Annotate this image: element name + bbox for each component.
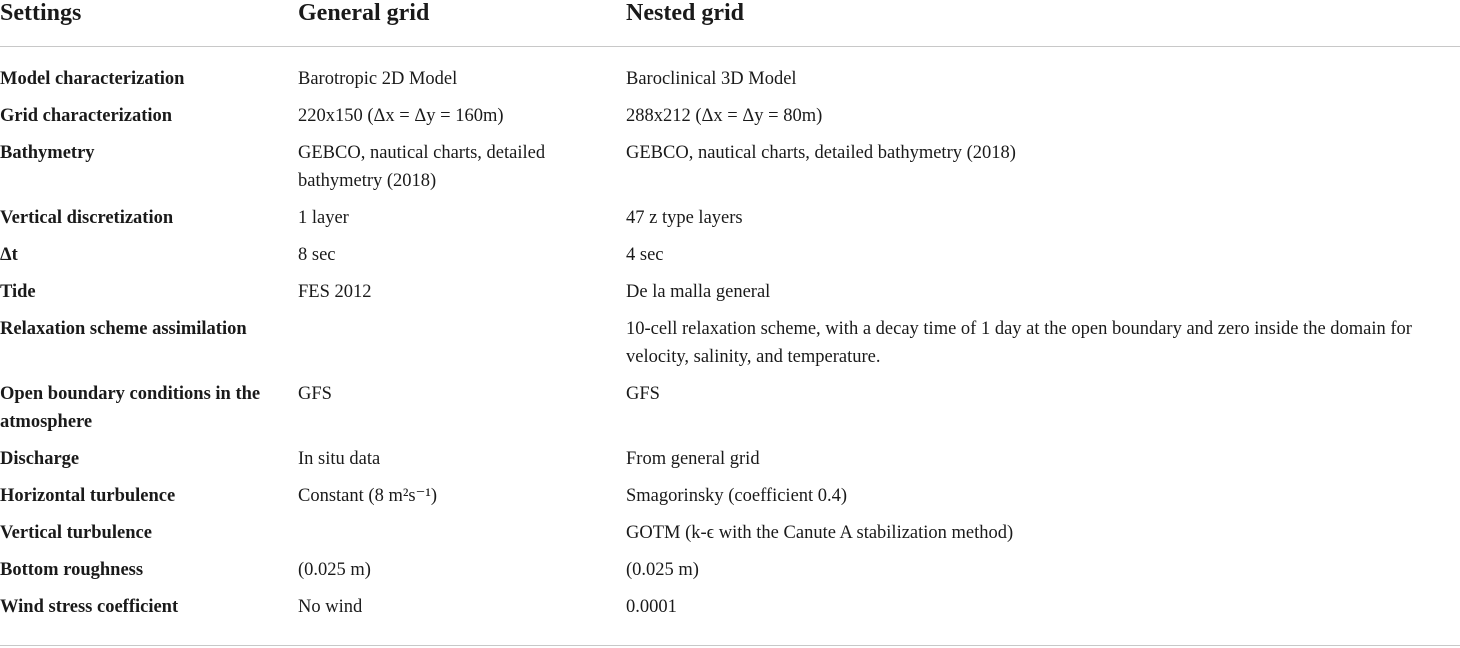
table-row xyxy=(0,311,1460,376)
nested-cell: 288x212 (Δx = Δy = 80m) xyxy=(626,106,823,126)
table-row xyxy=(0,478,1460,515)
general-cell: GEBCO, nautical charts, detailed bathymetry (2018) xyxy=(298,143,546,191)
table-row xyxy=(0,376,1460,441)
nested-cell: Smagorinsky (coefficient 0.4) xyxy=(626,486,848,506)
table-row xyxy=(0,135,1460,200)
setting-cell: Model characterization xyxy=(0,69,185,89)
setting-cell: Vertical turbulence xyxy=(0,523,152,543)
setting-cell: Horizontal turbulence xyxy=(0,486,176,506)
table-row xyxy=(0,441,1460,478)
setting-cell: Open boundary conditions in the atmosphere xyxy=(0,384,261,432)
nested-cell: GEBCO, nautical charts, detailed bathymetry (2018) xyxy=(626,143,1016,163)
header-settings: Settings xyxy=(0,0,298,47)
header-general-grid: General grid xyxy=(298,0,626,47)
table-row xyxy=(0,589,1460,626)
nested-cell: 4 sec xyxy=(626,245,664,265)
general-cell: (0.025 m) xyxy=(298,560,371,580)
table-row xyxy=(0,237,1460,274)
setting-cell: Bottom roughness xyxy=(0,560,144,580)
header-nested-grid: Nested grid xyxy=(626,0,1460,47)
setting-cell: Relaxation scheme assimilation xyxy=(0,319,247,339)
table-row xyxy=(0,274,1460,311)
nested-cell: 47 z type layers xyxy=(626,208,743,228)
general-cell: FES 2012 xyxy=(298,282,372,302)
general-cell: Constant (8 m²s⁻¹) xyxy=(298,486,438,506)
nested-cell: 10-cell relaxation scheme, with a decay time of 1 day at the open boundary and zero inside the domain for velocity, salinity, and temperature. xyxy=(626,319,1412,367)
setting-cell: Grid characterization xyxy=(0,106,173,126)
nested-cell: 0.0001 xyxy=(626,597,677,617)
table-row xyxy=(0,98,1460,135)
table-row xyxy=(0,515,1460,552)
nested-cell: Baroclinical 3D Model xyxy=(626,69,797,89)
general-cell: GFS xyxy=(298,384,332,404)
general-cell xyxy=(298,515,626,552)
general-cell xyxy=(298,311,626,376)
header-row xyxy=(0,0,1460,47)
setting-cell: Δt xyxy=(0,245,18,265)
general-cell: 8 sec xyxy=(298,245,336,265)
nested-cell: De la malla general xyxy=(626,282,771,302)
nested-cell: (0.025 m) xyxy=(626,560,699,580)
table-row xyxy=(0,200,1460,237)
setting-cell: Wind stress coefficient xyxy=(0,597,179,617)
general-cell: Barotropic 2D Model xyxy=(298,69,458,89)
setting-cell: Tide xyxy=(0,282,36,302)
table-row xyxy=(0,552,1460,589)
general-cell: 220x150 (Δx = Δy = 160m) xyxy=(298,106,504,126)
setting-cell: Vertical discretization xyxy=(0,208,174,228)
table-bottom-rule xyxy=(0,645,1460,646)
general-cell: In situ data xyxy=(298,449,381,469)
general-cell: 1 layer xyxy=(298,208,349,228)
nested-cell: GOTM (k-ϵ with the Canute A stabilization method) xyxy=(626,523,1014,543)
nested-cell: GFS xyxy=(626,384,660,404)
table-row xyxy=(0,47,1460,99)
setting-cell: Discharge xyxy=(0,449,80,469)
nested-cell: From general grid xyxy=(626,449,760,469)
general-cell: No wind xyxy=(298,597,363,617)
setting-cell: Bathymetry xyxy=(0,143,95,163)
